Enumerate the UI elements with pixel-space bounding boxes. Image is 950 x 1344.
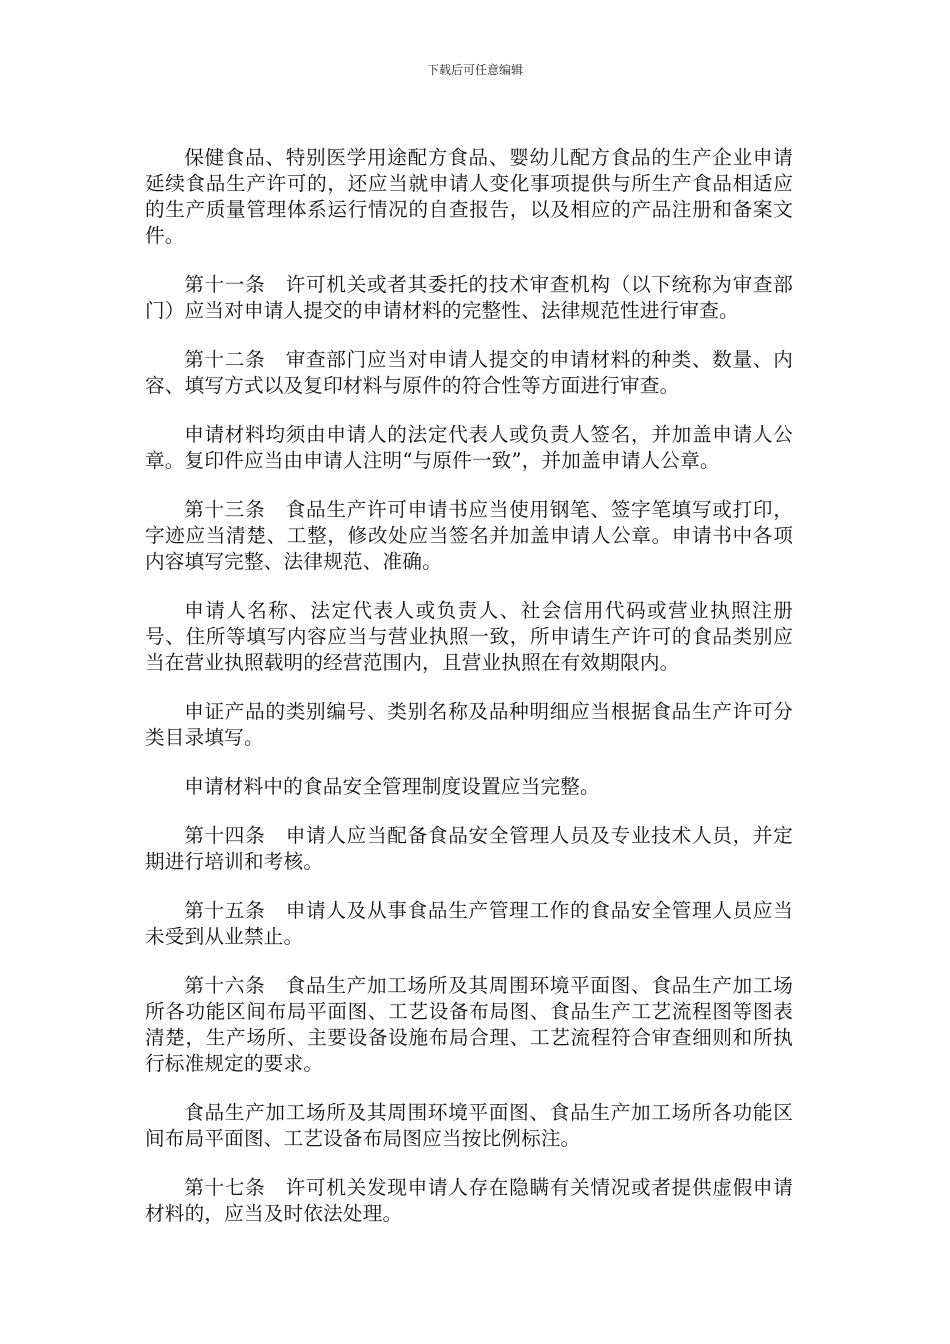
paragraph-4: 申请材料均须由申请人的法定代表人或负责人签名，并加盖申请人公章。复印件应当由申请人注明“与原件一致”，并加盖申请人公章。 bbox=[145, 423, 793, 472]
paragraph-5: 第十三条 食品生产许可申请书应当使用钢笔、签字笔填写或打印，字迹应当清楚、工整，修改处应当签名并加盖申请人公章。申请书中各项内容填写完整、法律规范、准确。 bbox=[145, 498, 793, 573]
paragraph-1: 保健食品、特别医学用途配方食品、婴幼儿配方食品的生产企业申请延续食品生产许可的，还应当就申请人变化事项提供与所生产食品相适应的生产质量管理体系运行情况的自查报告，以及相应的产品注册和备案文件。 bbox=[145, 146, 793, 247]
paragraph-13: 第十七条 许可机关发现申请人存在隐瞒有关情况或者提供虚假申请材料的，应当及时依法处理。 bbox=[145, 1176, 793, 1225]
paragraph-12: 食品生产加工场所及其周围环境平面图、食品生产加工场所各功能区间布局平面图、工艺设备布局图应当按比例标注。 bbox=[145, 1101, 793, 1150]
paragraph-8: 申请材料中的食品安全管理制度设置应当完整。 bbox=[184, 775, 600, 798]
paragraph-3: 第十二条 审查部门应当对申请人提交的申请材料的种类、数量、内容、填写方式以及复印材料与原件的符合性等方面进行审查。 bbox=[145, 348, 793, 397]
paragraph-2: 第十一条 许可机关或者其委托的技术审查机构（以下统称为审查部门）应当对申请人提交的申请材料的完整性、法律规范性进行审查。 bbox=[145, 273, 793, 322]
paragraph-6: 申请人名称、法定代表人或负责人、社会信用代码或营业执照注册号、住所等填写内容应当与营业执照一致，所申请生产许可的食品类别应当在营业执照载明的经营范围内，且营业执照在有效期限内。 bbox=[145, 599, 793, 674]
paragraph-10: 第十五条 申请人及从事食品生产管理工作的食品安全管理人员应当未受到从业禁止。 bbox=[145, 899, 793, 948]
paragraph-7: 申证产品的类别编号、类别名称及品种明细应当根据食品生产许可分类目录填写。 bbox=[145, 700, 793, 749]
paragraph-11: 第十六条 食品生产加工场所及其周围环境平面图、食品生产加工场所各功能区间布局平面图、工艺设备布局图、食品生产工艺流程图等图表清楚，生产场所、主要设备设施布局合理、工艺流程符合审查细则和所执行标准规定的要求。 bbox=[145, 974, 793, 1075]
paragraph-9: 第十四条 申请人应当配备食品安全管理人员及专业技术人员，并定期进行培训和考核。 bbox=[145, 824, 793, 873]
document-body bbox=[145, 145, 793, 1250]
page-header: 下载后可任意编辑 bbox=[426, 63, 523, 77]
